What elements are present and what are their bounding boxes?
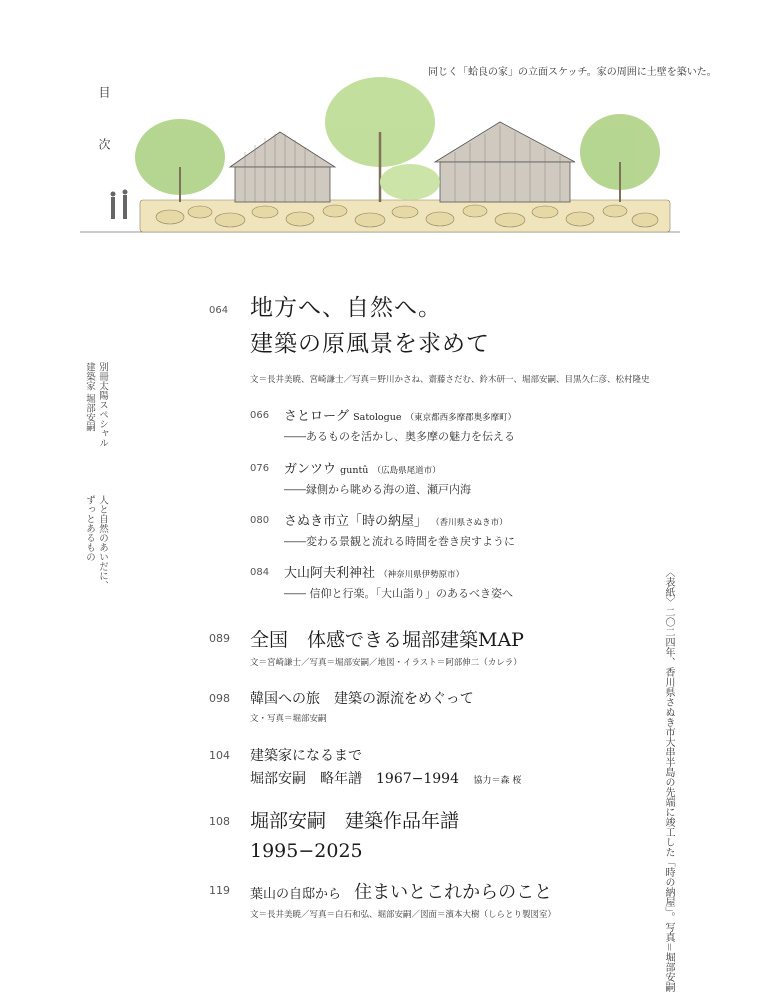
- works-title-line-1: 堀部安嗣 建築作品年譜: [250, 810, 460, 832]
- feature-title: [250, 290, 490, 362]
- item-name: 大山阿夫利神社: [284, 566, 376, 581]
- toc-label: 目 次: [97, 86, 111, 168]
- section-credit-map: 文＝宮崎謙士／写真＝堀部安嗣／地図・イラスト＝阿部伸二（カレラ）: [250, 658, 522, 668]
- section-credit-korea: 文・写真＝堀部安嗣: [250, 714, 327, 724]
- item-name: ガンツウ: [284, 462, 337, 477]
- item-name: さとローグ: [284, 409, 350, 424]
- section-title-works: [250, 806, 459, 866]
- item-desc-toki-no-naya: ――変わる景観と流れる時間を巻き戻すように: [284, 535, 515, 548]
- hayama-pre-title: 葉山の自邸から: [250, 887, 342, 902]
- section-title-hayama: [250, 878, 552, 904]
- tagline-vertical: [83, 495, 109, 590]
- section-page-119: 119: [209, 884, 230, 897]
- right-house: [435, 122, 575, 202]
- human-figures: [111, 190, 128, 220]
- item-roman: Satologue: [353, 412, 402, 423]
- section-title-korea: 韓国への旅 建築の源流をめぐって: [250, 691, 474, 707]
- feature-title-line-1: 地方へ、自然へ。: [250, 295, 442, 321]
- item-title-guntu: [284, 458, 441, 477]
- cooperation-credit: 協力＝森 桜: [473, 776, 522, 786]
- magazine-series: 別冊太陽スペシャル: [97, 362, 108, 448]
- item-page-076: 076: [250, 463, 270, 474]
- section-page-104: 104: [209, 749, 230, 762]
- section-page-089: 089: [209, 632, 230, 645]
- item-place: （広島県尾道市）: [372, 466, 441, 476]
- chronology-title: 堀部安嗣 略年譜 1967−1994: [250, 771, 459, 787]
- item-desc-oyama-afuri: ―― 信仰と行楽。「大山詣り」のあるべき姿へ: [284, 587, 513, 600]
- item-place: （香川県さぬき市）: [431, 518, 508, 528]
- section-credit-hayama: 文＝長井美暁／写真＝白石和弘、堀部安嗣／図面＝濱本大樹（しらとり製図室）: [250, 910, 557, 920]
- item-page-084: 084: [250, 567, 270, 578]
- item-name: さぬき市立「時の納屋」: [284, 514, 428, 529]
- item-title-toki-no-naya: [284, 510, 508, 529]
- cover-caption-vertical: 〈表紙〉二〇二四年、香川県さぬき市大串半島の先端に竣工した「時の納屋」。写真＝堀部安嗣: [663, 567, 674, 992]
- feature-credit: 文＝長井美暁、宮崎謙士／写真＝野川かさね、齋藤さだむ、鈴木研一、堀部安嗣、目黒久仁彦、松村隆史: [250, 375, 650, 385]
- item-roman: guntû: [340, 465, 369, 476]
- feature-title-line-2: 建築の原風景を求めて: [250, 331, 490, 357]
- magazine-subject: 建築家 堀部安嗣: [84, 362, 95, 432]
- section-title-map: 全国 体感できる堀部建築MAP: [250, 629, 524, 651]
- stone-wall: [140, 200, 670, 232]
- item-place: （神奈川県伊勢原市）: [379, 570, 465, 580]
- section-title-before-architect: 建築家になるまで: [250, 748, 362, 764]
- tagline-line-2: ずっとあるもの: [84, 495, 95, 562]
- section-page-098: 098: [209, 692, 230, 705]
- feature-page-number: 064: [209, 305, 229, 316]
- item-title-satologue: [284, 405, 516, 424]
- hayama-title: 住まいとこれからのこと: [354, 882, 553, 903]
- item-page-080: 080: [250, 515, 270, 526]
- sketch-caption: 同じく「蛤良の家」の立面スケッチ。家の周囲に土壁を築いた。: [428, 67, 717, 78]
- item-page-066: 066: [250, 410, 270, 421]
- item-place: （東京都西多摩郡奥多摩町）: [405, 413, 517, 423]
- elevation-sketch-illustration: [80, 72, 680, 242]
- tagline-line-1: 人と自然のあいだに、: [97, 495, 108, 590]
- item-title-oyama-afuri: [284, 562, 464, 581]
- left-house: [230, 132, 335, 202]
- trees: [135, 77, 660, 202]
- works-title-years: 1995−2025: [250, 840, 363, 862]
- section-title-chronology: [250, 768, 521, 788]
- section-page-108: 108: [209, 815, 230, 828]
- item-desc-guntu: ――縁側から眺める海の道、瀬戸内海: [284, 483, 471, 496]
- item-desc-satologue: ――あるものを活かし、奥多摩の魅力を伝える: [284, 430, 515, 443]
- magazine-title-vertical: [83, 362, 109, 448]
